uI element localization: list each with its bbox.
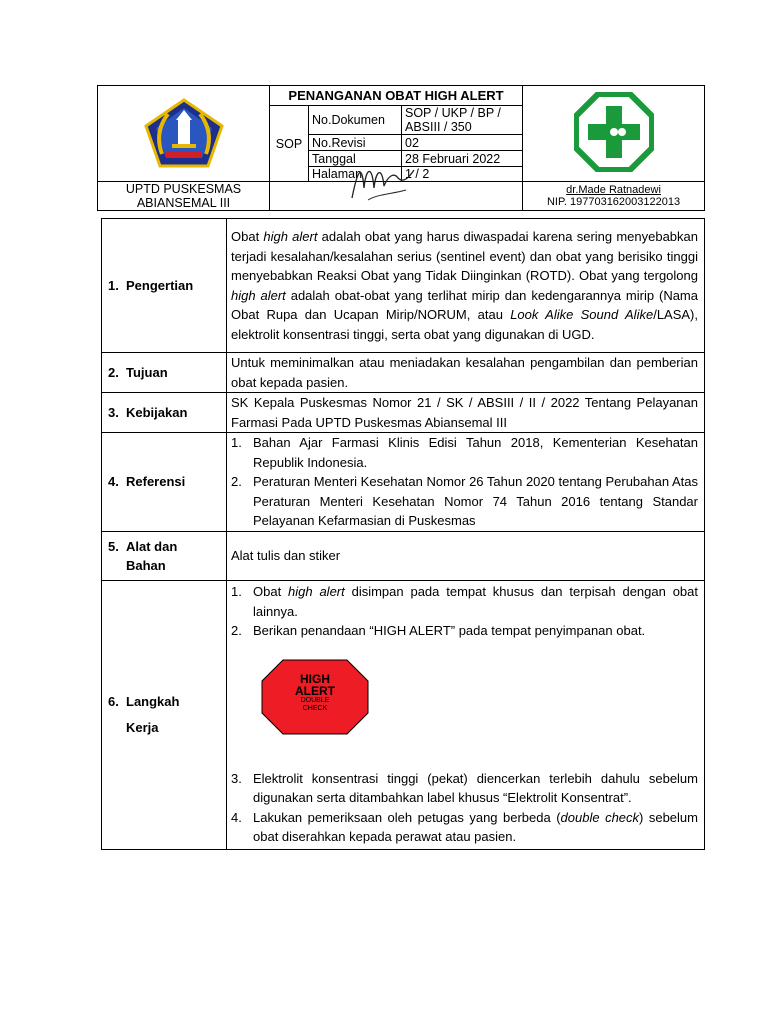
sop-label: SOP [270,106,309,182]
section-body: Untuk meminimalkan atau meniadakan kesalahan pengambilan dan pemberian obat kepada pasien. [227,353,705,393]
sop-content-table [101,218,705,850]
sticker-line4: CHECK [302,704,328,712]
section-body: SK Kepala Puskesmas Nomor 21 / SK / ABSIII / II / 2022 Tentang Pelayanan Farmasi Pada UPTD Puskesmas Abiansemal III [227,393,705,433]
header-table [97,85,705,211]
section-title-line2: Kerja [126,719,159,735]
section-title: Kebijakan [126,404,188,420]
puskesmas-logo-cell [523,86,705,182]
section-body [227,433,705,532]
step-item: 3. Elektrolit konsentrasi tinggi (pekat) diencerkan terlebih dahulu sebelum digunakan serta ditambahkan label khusus “Elektrolit Konsentrat”. [231,770,698,805]
step-item: 1. Obat high alert disimpan pada tempat khusus dan terpisah dengan obat lainnya. [231,584,698,619]
document-title: PENANGANAN OBAT HIGH ALERT [270,86,523,106]
field-value-dokumen: SOP / UKP / BP / ABSIII / 350 [402,106,523,135]
puskesmas-cross-icon [574,92,654,172]
section-title: Langkah [126,693,180,709]
signer-nip: NIP. 197703162003122013 [546,196,681,208]
field-value-tanggal: 28 Februari 2022 [402,151,523,167]
section-body: Alat tulis dan stiker [227,532,705,581]
section-langkah-kerja [102,581,705,850]
signer-cell [523,182,705,211]
section-title: Alat dan [126,538,178,554]
list-item: 2. Peraturan Menteri Kesehatan Nomor 26 Tahun 2020 tentang Perubahan Atas Peraturan Menteri Kesehatan Nomor 74 Tahun 2016 tentang Standar Pelayanan Kefarmasian di Puskesmas [231,474,698,529]
section-title: Pengertian [126,277,194,293]
section-body [227,581,705,850]
badung-emblem-icon [142,96,226,168]
unit-name-cell [98,182,270,211]
sticker-line1: HIGH [300,671,330,686]
field-label-revisi: No.Revisi [309,135,402,151]
high-alert-sticker [261,659,369,735]
unit-name-line2: ABIANSEMAL III [136,196,231,210]
section-kebijakan [102,393,705,433]
sticker-line3: DOUBLE [300,696,330,704]
section-title-line2: Bahan [126,558,166,573]
unit-name-line1: UPTD PUSKESMAS [125,182,242,196]
section-number: 1. [108,277,119,293]
sticker-line2: ALERT [295,683,335,698]
section-number: 5. [108,538,119,554]
section-number: 2. [108,364,119,380]
section-tujuan [102,353,705,393]
signer-name: dr.Made Ratnadewi [566,184,661,196]
section-body: Obat high alert adalah obat yang harus diwaspadai karena sering menyebabkan terjadi kesalahan/kesalahan serius (sentinel event) dan obat yang berisiko tinggi menyebabkan Reaksi Obat yang Tidak Diinginkan (ROTD). Obat yang tergolong high alert adalah obat-obat yang terlihat mirip dan kedengarannya mirip (Nama Obat Rupa dan Ucapan Mirip/NORUM, atau Look Alike Sound Alike/LASA), elektrolit konsentrasi tinggi, serta obat yang digunakan di UGD. [227,219,705,353]
section-number: 4. [108,474,119,490]
section-alat-bahan [102,532,705,581]
section-number: 3. [108,404,119,420]
field-label-tanggal: Tanggal [309,151,402,167]
section-title: Referensi [126,474,186,490]
section-referensi [102,433,705,532]
step-item: 4. Lakukan pemeriksaan oleh petugas yang berbeda (double check) sebelum obat diserahkan kepada perawat atau pasien. [231,809,698,844]
field-value-halaman: 1 / 2 [402,167,523,182]
field-label-dokumen: No.Dokumen [309,106,402,135]
section-title: Tujuan [126,364,168,380]
section-pengertian [102,219,705,353]
list-item: 1. Bahan Ajar Farmasi Klinis Edisi Tahun 2018, Kementerian Kesehatan Republik Indonesia. [231,435,698,470]
regency-logo-cell [98,86,270,182]
section-number: 6. [108,693,119,709]
signature-area [270,182,523,211]
step-item: 2. Berikan penandaan “HIGH ALERT” pada tempat penyimpanan obat. [231,623,646,638]
field-value-revisi: 02 [402,135,523,151]
field-label-halaman: Halaman [309,167,402,182]
